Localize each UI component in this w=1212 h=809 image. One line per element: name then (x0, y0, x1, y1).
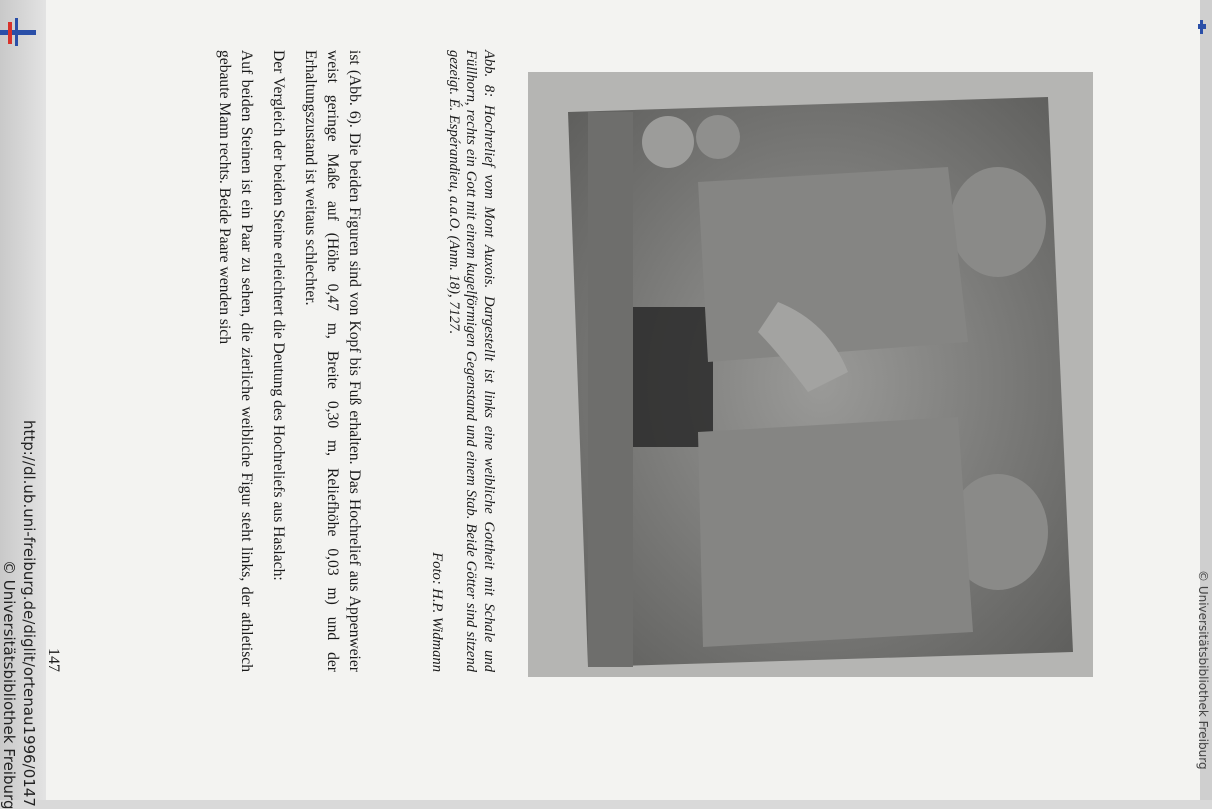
calibration-mark-right (1198, 20, 1208, 40)
photo-credit: Foto: H.P. Widmann (429, 552, 445, 672)
calibration-mark-left (0, 18, 40, 48)
stone-relief-photo-icon (528, 72, 1093, 677)
paragraph: Auf beiden Steinen ist ein Paar zu sehen, die zierliche weibliche Figur steht links, der athletisch gebaute Mann rechts. Beide Paare wenden sich (216, 50, 255, 672)
paragraph: ist (Abb. 6). Die beiden Figuren sind von Kopf bis Fuß erhalten. Das Hochrelief aus Appenweier weist geringe Maße auf (Höhe 0,47 m, Breite 0,30 m, Reliefhöhe 0,03 m) und der Erhaltungszustand ist weitaus schlechter. (302, 50, 363, 672)
body-text (203, 50, 365, 672)
copyright-label: © Universitätsbibliothek Freiburg (0, 560, 18, 809)
figure-caption: Abb. 8: Hochrelief vom Mont Auxois. Dargestellt ist links eine weibliche Gottheit mit Schale und Füllhorn, rechts ein Gott mit einem kugelförmigen Gegenstand und einem Stab. Beide Götter sind sitzend gezeigt. É. Espérandieu, a.a.O. (Anm. 18), 7127. (446, 50, 497, 672)
page-number: 147 (45, 648, 62, 672)
right-margin-label: © Universitätsbibliothek Freiburg (1196, 570, 1210, 770)
relief-photo (528, 72, 1093, 677)
page-text-block (27, 50, 497, 690)
source-url-label: http://dl.ub.uni-freiburg.de/diglit/ortenau1996/0147 (20, 420, 38, 807)
paragraph: Der Vergleich der beiden Steine erleichtert die Deutung des Hochreliefs aus Haslach: (270, 50, 287, 581)
